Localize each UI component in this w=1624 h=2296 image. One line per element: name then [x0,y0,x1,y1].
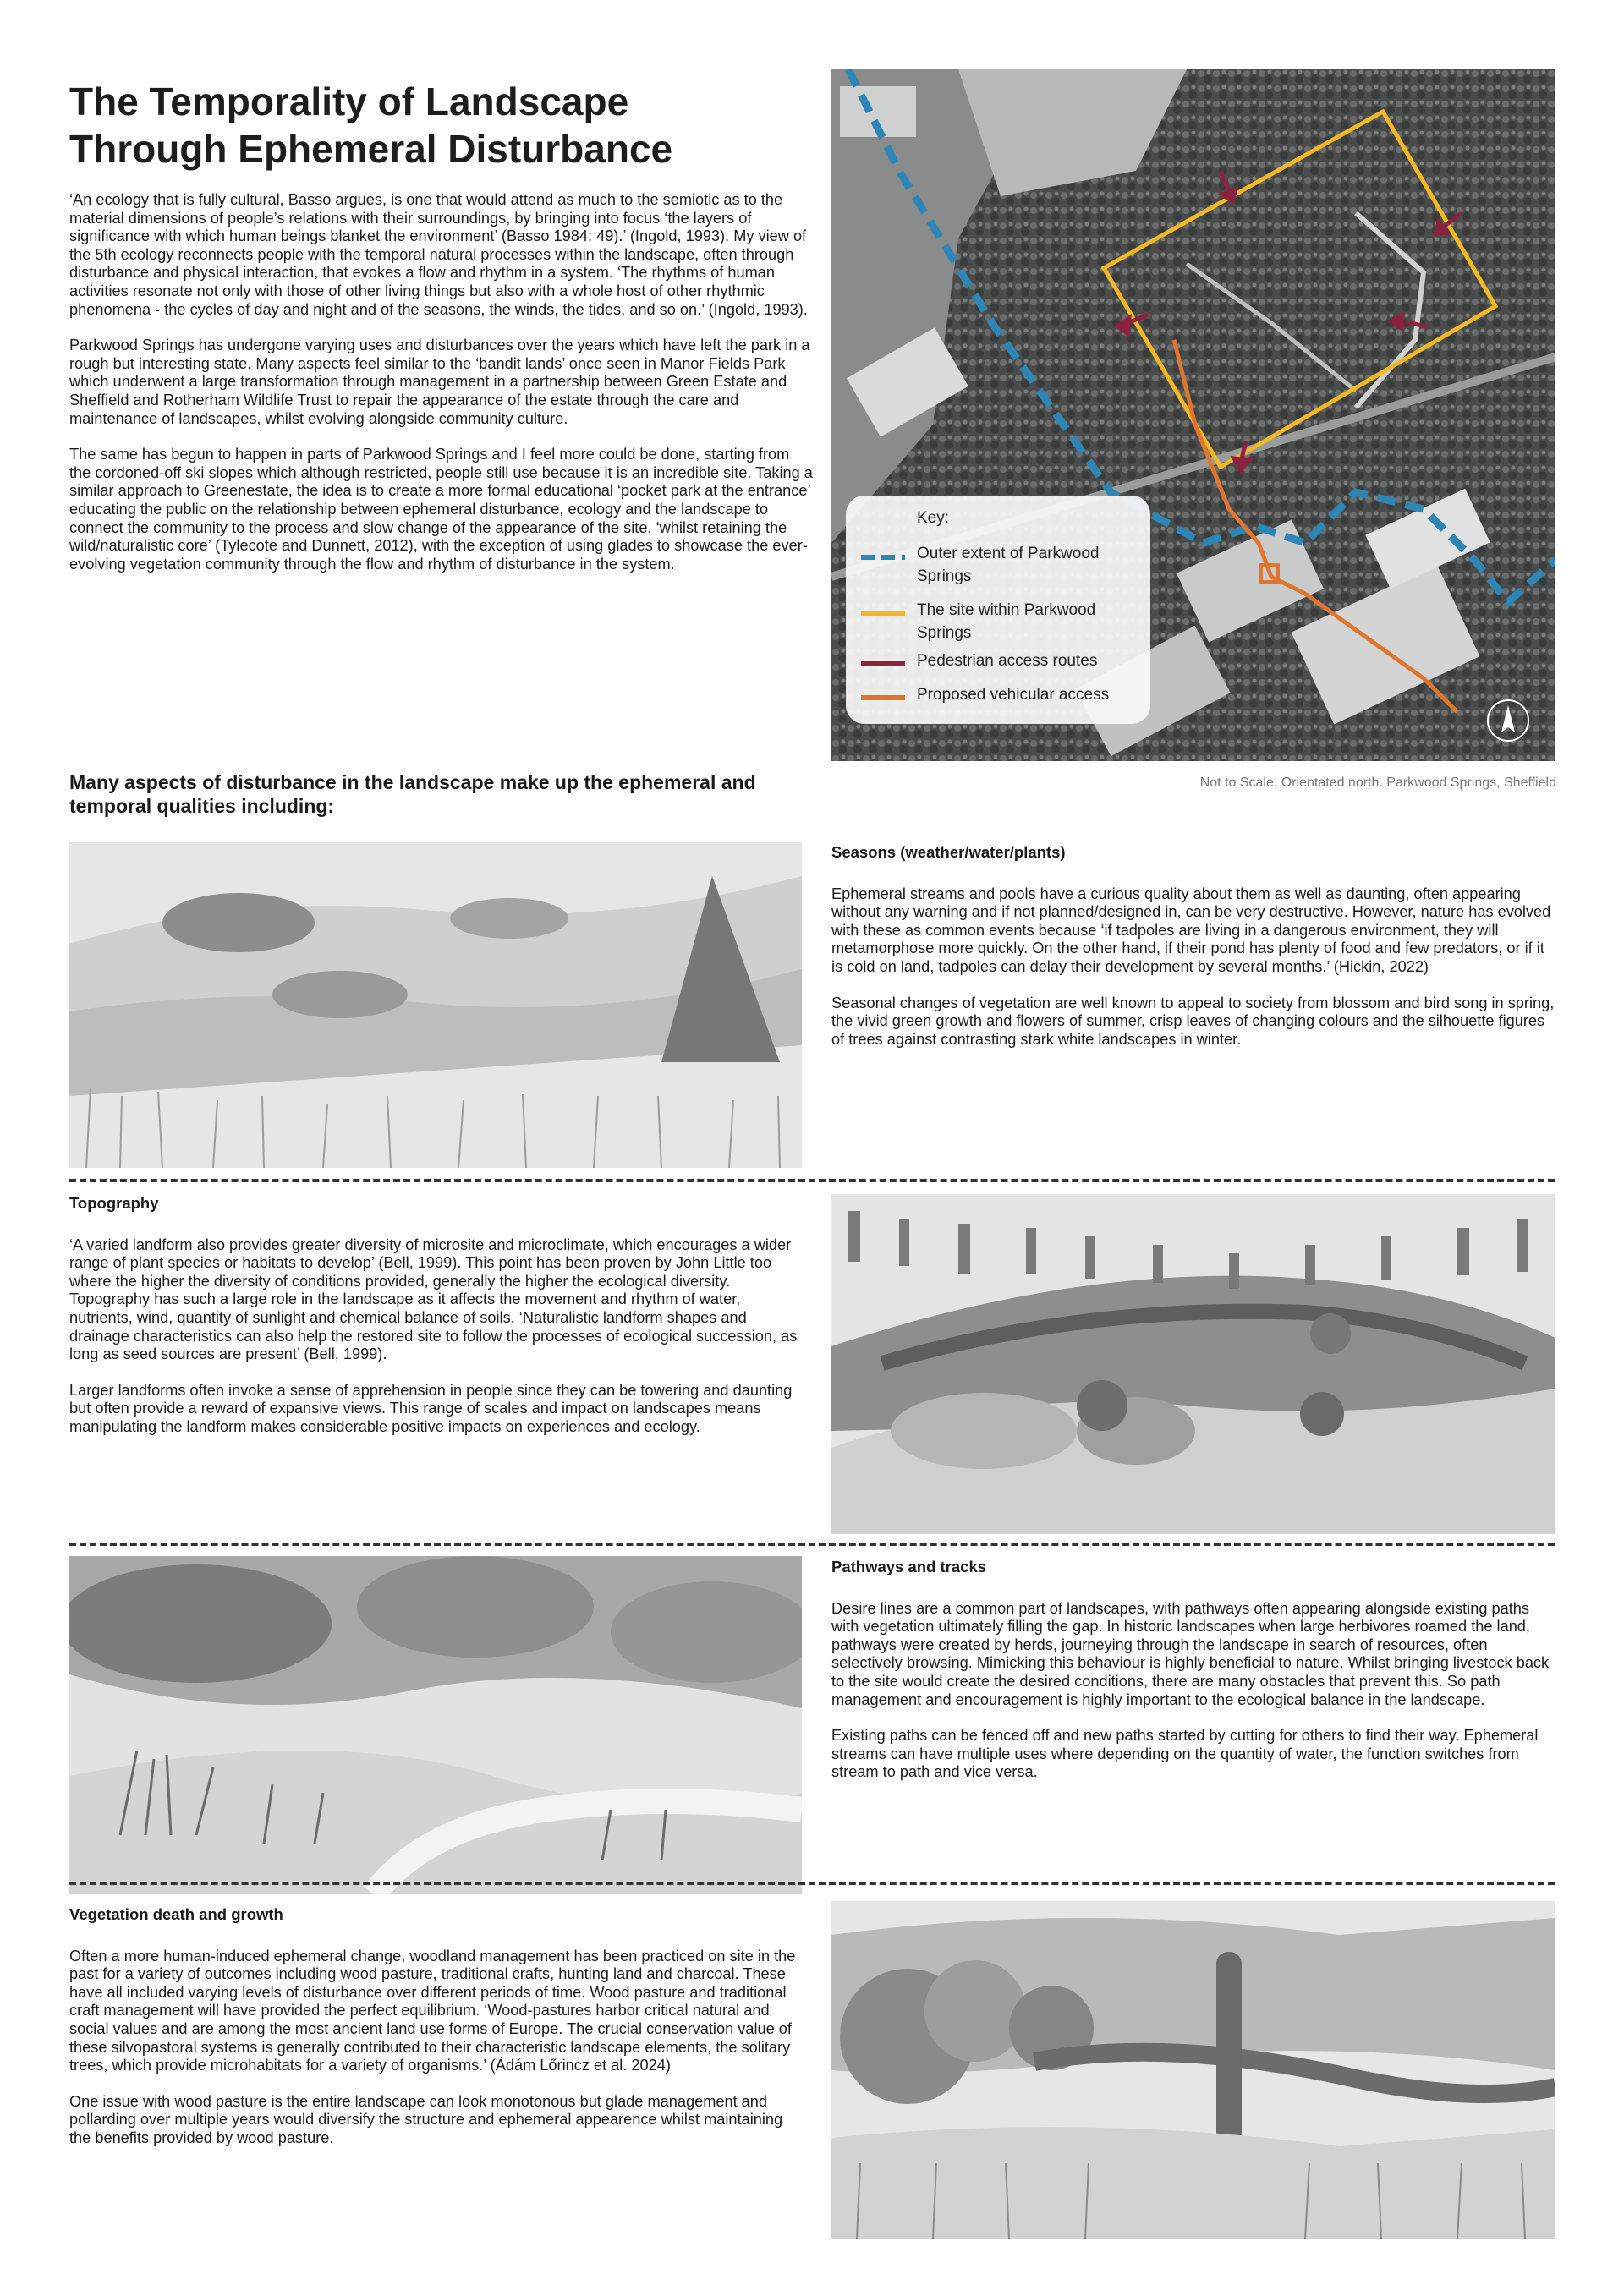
section-divider [69,1882,1555,1885]
seasons-paragraph-1: Ephemeral streams and pools have a curious quality about them as well as daunting, often appearing without any warning and if not planned/designed in, can be very destructive. However, nature has evolved with these as common events because ‘if tadpoles are living in a dangerous environment, they will metamorphose more quickly. On the other hand, if their pond has plenty of food and few predators, or if it is cold on land, tadpoles can delay their development by several months.’ (Hickin, 2022) [831,885,1551,975]
vegetation-paragraph-1: Often a more human-induced ephemeral change, woodland management has been practiced on site in the past for a variety of outcomes including wood pasture, traditional crafts, hunting land and charcoal. These have all included varying levels of disturbance over different periods of time. Wood pasture and traditional craft management will have provided the perfect equilibrium. ‘Wood-pastures harbor critical natural and social values and are among the most ancient land use forms of Europe. The crucial conservation value of these silvopastoral systems is generally contributed to their characteristic landscape elements, the solitary trees, which provide microhabitats for a variety of organisms.’ (Ádám Lőrincz et al. 2024) [69,1947,796,2074]
section-vegetation [69,1905,801,2166]
legend-item-outer: Outer extent of Parkwood Springs [917,545,1100,585]
sketch-topography [831,1194,1555,1534]
intro-paragraph-3: The same has begun to happen in parts of Parkwood Springs and I feel more could be done, starting from the cordoned-off ski slopes which although restricted, people still use because it is an incredible site. Taking a similar approach to Greenestate, the idea is to create a more formal educational ‘pocket park at the entrance’ educating the public on the relationship between ephemeral disturbance, ecology and the landscape to connect the community to the process and slow change of the appearance of the site, ‘whilst retaining the wild/naturalistic core’ (Tylecote and Dunnett, 2012), with the exception of using glades to showcase the ever-evolving vegetation community through the flow and rhythm of disturbance in the system. [69,446,813,573]
sketch-vegetation [831,1901,1555,2239]
pathways-paragraph-2: Existing paths can be fenced off and new paths started by cutting for others to find their way. Ephemeral streams can have multiple uses where depending on the quantity of water, the function switches from stream to path and vice versa. [831,1727,1539,1781]
title-line-2: Through Ephemeral Disturbance [69,127,673,171]
map-legend [846,496,1150,724]
map-caption: Not to Scale. Orientated north. Parkwood Springs, Sheffield [1199,775,1556,790]
heading-vegetation: Vegetation death and growth [69,1905,283,1923]
intro-subheading: Many aspects of disturbance in the landscape make up the ephemeral and temporal qualities including: [69,771,756,817]
section-topography [69,1194,801,1455]
section-divider [69,1543,1555,1546]
legend-item-pedestrian: Pedestrian access routes [917,652,1098,670]
vegetation-paragraph-2: One issue with wood pasture is the entire landscape can look monotonous but glade management and pollarding over multiple years would diversify the structure and ephemeral appearence whilst maintaining the benefits provided by wood pasture. [69,2092,783,2146]
legend-swatch-outer [861,555,905,560]
title-line-1: The Temporality of Landscape [69,79,629,123]
intro-paragraph-1: ‘An ecology that is fully cultural, Basso argues, is one that would attend as much to the semiotic as to the material dimensions of people’s relations with their surroundings, by bringing into focus ‘the layers of significance with which human beings blanket the environment’ (Basso 1984: 49).’ (Ingold, 1993). My view of the 5th ecology reconnects people with the temporal natural processes within the landscape, often through disturbance and physical interaction, that evokes a flow and rhythm in a system. ‘The rhythms of human activities resonate not only with those of other living things but also with a whole host of other rhythmic phenomena - the cycles of day and night and of the seasons, the winds, the tides, and so on.’ (Ingold, 1993). [69,191,808,318]
legend-title: Key: [917,509,950,527]
intro-text [69,191,814,591]
legend-swatch-vehicular [861,695,905,700]
legend-swatch-pedestrian [861,661,905,666]
topography-paragraph-1: ‘A varied landform also provides greater diversity of microsite and microclimate, which encourages a wider range of plant species or habitats to develop’ (Bell, 1999). This point has been proven by John Little too where the higher the diversity of conditions provided, generally the higher the ecological diversity. Topography has such a large role in the landscape as it affects the movement and rhythm of water, nutrients, wind, quantity of sunlight and chemical balance of soils. ‘Naturalistic landform shapes and drainage characteristics can also help the restored site to follow the processes of ecological succession, as long as seed sources are present’ (Bell, 1999). [69,1236,798,1363]
sketch-seasons [69,842,802,1168]
legend-item-site: The site within Parkwood Springs [917,601,1096,642]
legend-swatch-site [861,611,905,616]
legend-item-vehicular: Proposed vehicular access [917,686,1110,704]
heading-topography: Topography [69,1194,159,1212]
page-title [69,78,814,173]
seasons-paragraph-2: Seasonal changes of vegetation are well known to appeal to society from blossom and bird song in spring, the vivid green growth and flowers of summer, crisp leaves of changing colours and the silhouette figures of trees against contrasting stark white landscapes in winter. [831,994,1555,1048]
intro-paragraph-2: Parkwood Springs has undergone varying uses and disturbances over the years which have left the park in a rough but interesting state. Many aspects feel similar to the ‘bandit lands’ once seen in Manor Fields Park which underwent a large transformation through management in a partnership between Green Estate and Sheffield and Rotherham Wildlife Trust to repair the appearance of the estate through the care and maintenance of landscapes, whilst evolving alongside community culture. [69,337,810,427]
section-pathways [831,1558,1559,1800]
section-seasons [831,843,1559,1066]
topography-paragraph-2: Larger landforms often invoke a sense of apprehension in people since they can be towering and daunting but often provide a reward of expansive views. This range of scales and impact on landscapes means manipulating the landform makes considerable positive impacts on experiences and ecology. [69,1381,793,1435]
sketch-pathways [69,1556,802,1894]
section-divider [69,1179,1555,1182]
pathways-paragraph-1: Desire lines are a common part of landscapes, with pathways often appearing alongside existing paths with vegetation ultimately filling the gap. In historic landscapes when large herbivores roamed the land, pathways were created by herds, journeying through the landscape in search of resources, often selectively browsing. Mimicking this behaviour is highly beneficial to nature. Whilst bringing livestock back to the site would create the desired conditions, there are many obstacles that prevent this. So path management and encouragement is highly important to the ecological balance in the landscape. [831,1599,1550,1708]
heading-seasons: Seasons (weather/water/plants) [831,843,1066,861]
heading-pathways: Pathways and tracks [831,1558,987,1575]
